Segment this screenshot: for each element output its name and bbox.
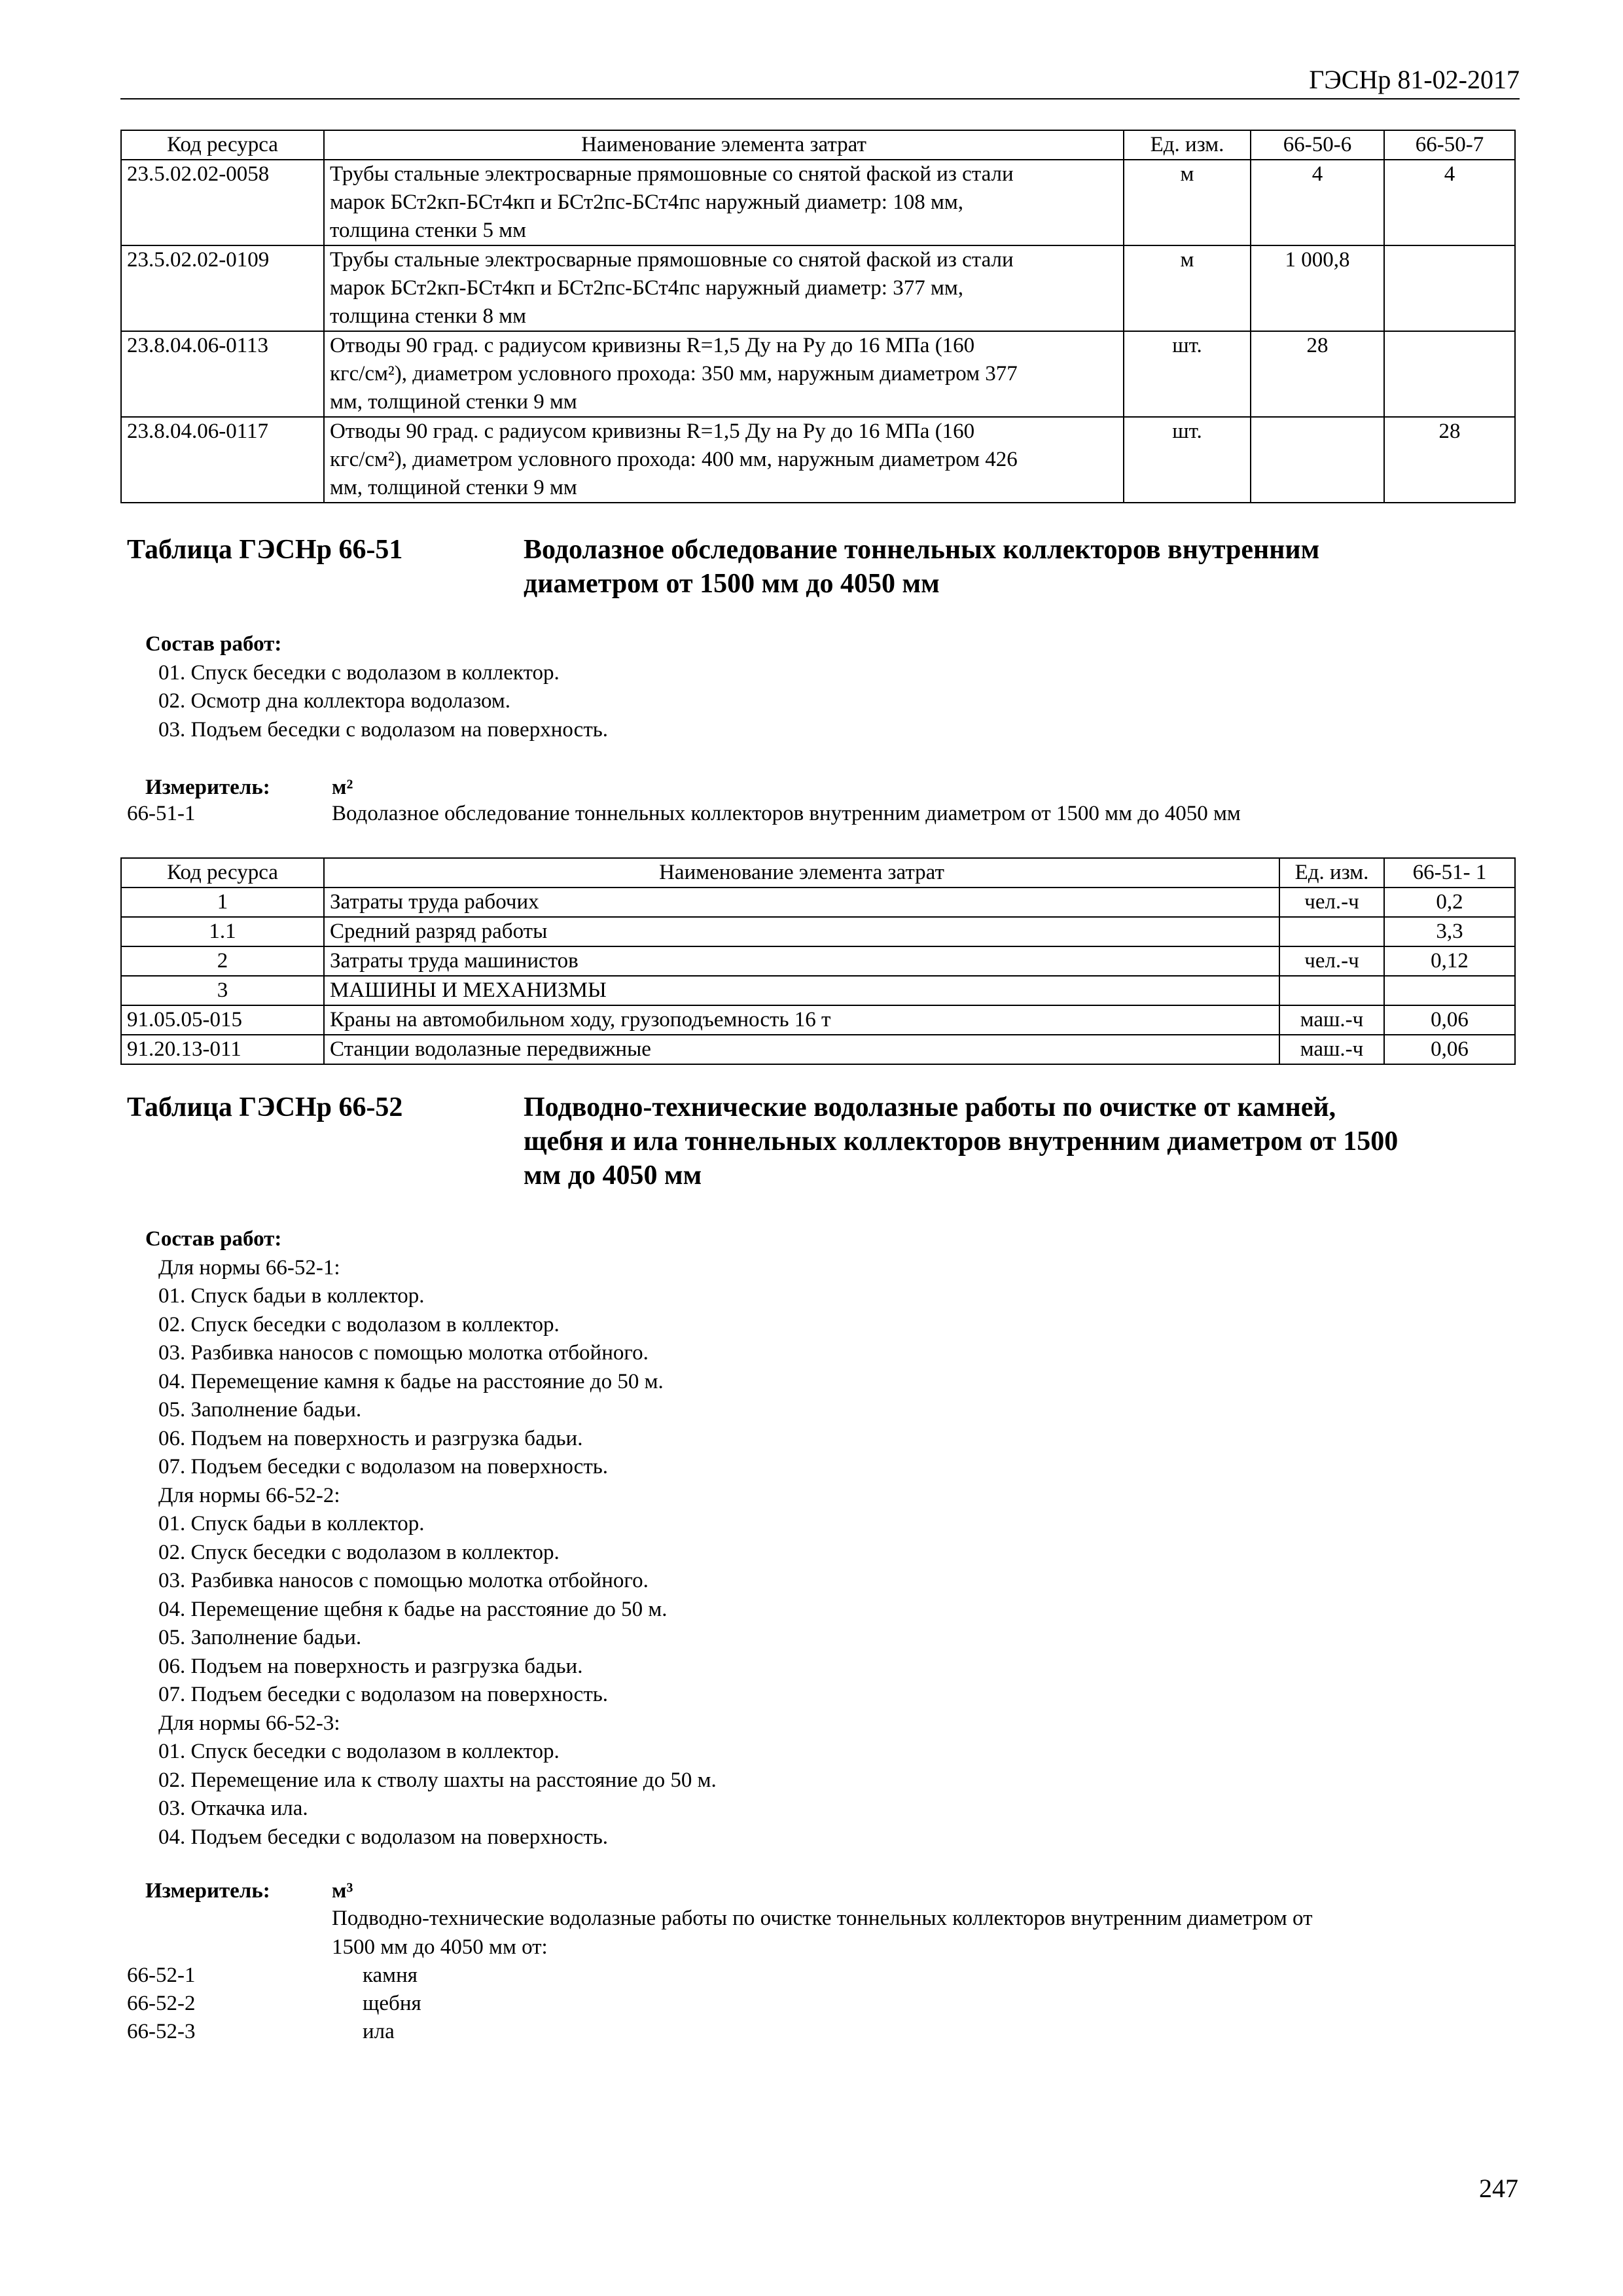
work-line: 05. Заполнение бадьи.	[158, 1626, 362, 1649]
resource-value: 3,3	[1384, 917, 1515, 946]
col-header-code: Код ресурса	[121, 858, 324, 888]
resource-unit: маш.-ч	[1279, 1035, 1384, 1064]
table-row	[121, 245, 1515, 331]
resource-unit	[1279, 976, 1384, 1005]
section-title-66-51: Водолазное обследование тоннельных коллекторов внутренним диаметром от 1500 мм до 4050 мм	[524, 535, 1320, 599]
work-line: 05. Заполнение бадьи.	[158, 1398, 362, 1422]
col-header-name: Наименование элемента затрат	[324, 858, 1279, 888]
table-row	[121, 888, 1515, 917]
resource-table-66-51	[120, 857, 1516, 1065]
resource-name: Станции водолазные передвижные	[324, 1035, 1279, 1064]
norm-code: 66-51-1	[127, 802, 196, 825]
norm-code: 66-52-3	[127, 2020, 196, 2043]
value-66-50-6	[1251, 417, 1384, 503]
resource-unit: м	[1124, 245, 1251, 331]
document-code-header: ГЭСНр 81-02-2017	[1309, 65, 1520, 94]
table-label-66-51: Таблица ГЭСНр 66-51	[127, 535, 403, 565]
resource-value: 0,06	[1384, 1005, 1515, 1035]
resource-code: 1.1	[121, 917, 324, 946]
resource-code: 3	[121, 976, 324, 1005]
resource-code: 1	[121, 888, 324, 917]
col-header-66-50-7: 66-50-7	[1384, 130, 1515, 160]
resource-unit: м	[1124, 160, 1251, 245]
resource-unit	[1279, 917, 1384, 946]
work-line: 04. Перемещение камня к бадье на расстояние до 50 м.	[158, 1369, 664, 1393]
norm-name: ила	[363, 2020, 395, 2043]
table-row	[121, 976, 1515, 1005]
norm-name: камня	[363, 1964, 418, 1987]
work-line: 03. Разбивка наносов с помощью молотка отбойного.	[158, 1341, 649, 1365]
work-item: 02. Осмотр дна коллектора водолазом.	[158, 689, 511, 713]
work-item: 01. Спуск беседки с водолазом в коллектор.	[158, 660, 560, 685]
value-66-50-6: 1 000,8	[1251, 245, 1384, 331]
norm-description: Водолазное обследование тоннельных коллекторов внутренним диаметром от 1500 мм до 4050 мм	[332, 802, 1241, 825]
table-row	[121, 1035, 1515, 1064]
table-row	[121, 417, 1515, 503]
col-header-66-51-1: 66-51- 1	[1384, 858, 1515, 888]
work-item: 03. Подъем беседки с водолазом на поверхность.	[158, 717, 609, 742]
work-line: 03. Откачка ила.	[158, 1797, 308, 1820]
resource-code: 91.20.13-011	[121, 1035, 324, 1064]
col-header-code: Код ресурса	[121, 130, 324, 160]
meter-description: Подводно-технические водолазные работы по очистке тоннельных коллекторов внутренним диаметром от 1500 мм до 4050 мм от:	[332, 1907, 1313, 1959]
resource-unit: маш.-ч	[1279, 1005, 1384, 1035]
resource-name: Краны на автомобильном ходу, грузоподъемность 16 т	[324, 1005, 1279, 1035]
header-rule	[120, 98, 1520, 99]
work-line: 06. Подъем на поверхность и разгрузка бадьи.	[158, 1426, 583, 1450]
meter-unit: м²	[332, 776, 353, 799]
resource-name: Трубы стальные электросварные прямошовные со снятой фаской из стали марок БСт2кп-БСт4кп и БСт2пс-БСт4пс наружный диаметр: 108 мм, толщина стенки 5 мм	[324, 160, 1124, 245]
norm-code: 66-52-1	[127, 1964, 196, 1987]
work-line: 04. Перемещение щебня к бадье на расстояние до 50 м.	[158, 1597, 668, 1621]
resource-code: 23.8.04.06-0113	[121, 331, 324, 417]
work-line: 01. Спуск бадьи в коллектор.	[158, 1512, 425, 1535]
resource-name: Отводы 90 град. с радиусом кривизны R=1,5 Ду на Ру до 16 МПа (160 кгс/см²), диаметром условного прохода: 400 мм, наружным диаметром 426 мм, толщиной стенки 9 мм	[324, 417, 1124, 503]
section-title-66-52: Подводно-технические водолазные работы по очистке от камней, щебня и ила тоннельных коллекторов внутренним диаметром от 1500 мм до 4050 мм	[524, 1092, 1399, 1191]
table-label-66-52: Таблица ГЭСНр 66-52	[127, 1092, 403, 1122]
resource-value: 0,2	[1384, 888, 1515, 917]
col-header-unit: Ед. изм.	[1124, 130, 1251, 160]
work-line: 04. Подъем беседки с водолазом на поверхность.	[158, 1825, 609, 1849]
value-66-50-7	[1384, 245, 1515, 331]
resource-code: 2	[121, 946, 324, 976]
col-header-66-50-6: 66-50-6	[1251, 130, 1384, 160]
table-row	[121, 160, 1515, 245]
work-line: 02. Спуск беседки с водолазом в коллектор.	[158, 1540, 560, 1564]
work-line: Для нормы 66-52-2:	[158, 1483, 340, 1507]
resource-unit: шт.	[1124, 331, 1251, 417]
work-line: 07. Подъем беседки с водолазом на поверхность.	[158, 1683, 609, 1706]
page-number: 247	[1479, 2174, 1518, 2203]
work-line: 02. Перемещение ила к стволу шахты на расстояние до 50 м.	[158, 1768, 717, 1792]
resource-name: Затраты труда машинистов	[324, 946, 1279, 976]
work-line: 06. Подъем на поверхность и разгрузка бадьи.	[158, 1654, 583, 1678]
work-composition-66-51	[145, 630, 608, 744]
work-heading: Состав работ:	[145, 632, 282, 656]
resource-unit: чел.-ч	[1279, 946, 1384, 976]
work-heading: Состав работ:	[145, 1227, 282, 1251]
resource-unit: шт.	[1124, 417, 1251, 503]
table-header-row	[121, 130, 1515, 160]
resource-name: Средний разряд работы	[324, 917, 1279, 946]
work-line: Для нормы 66-52-3:	[158, 1711, 340, 1735]
meter-unit: м³	[332, 1879, 353, 1903]
col-header-name: Наименование элемента затрат	[324, 130, 1124, 160]
table-row	[121, 331, 1515, 417]
resource-code: 23.5.02.02-0109	[121, 245, 324, 331]
work-line: 01. Спуск беседки с водолазом в коллектор.	[158, 1740, 560, 1763]
value-66-50-7: 28	[1384, 417, 1515, 503]
resource-value: 0,06	[1384, 1035, 1515, 1064]
resource-table-66-50	[120, 130, 1516, 503]
resource-value: 0,12	[1384, 946, 1515, 976]
resource-code: 91.05.05-015	[121, 1005, 324, 1035]
resource-code: 23.8.04.06-0117	[121, 417, 324, 503]
norm-code: 66-52-2	[127, 1992, 196, 2015]
table-header-row	[121, 858, 1515, 888]
resource-name: Отводы 90 град. с радиусом кривизны R=1,5 Ду на Ру до 16 МПа (160 кгс/см²), диаметром условного прохода: 350 мм, наружным диаметром 377 мм, толщиной стенки 9 мм	[324, 331, 1124, 417]
resource-unit: чел.-ч	[1279, 888, 1384, 917]
work-line: 07. Подъем беседки с водолазом на поверхность.	[158, 1455, 609, 1479]
work-line: Для нормы 66-52-1:	[158, 1255, 340, 1280]
work-line: 01. Спуск бадьи в коллектор.	[158, 1284, 425, 1308]
work-line: 02. Спуск беседки с водолазом в коллектор.	[158, 1312, 560, 1336]
work-line: 03. Разбивка наносов с помощью молотка отбойного.	[158, 1569, 649, 1592]
meter-label: Измеритель:	[145, 1879, 270, 1903]
resource-code: 23.5.02.02-0058	[121, 160, 324, 245]
resource-name: МАШИНЫ И МЕХАНИЗМЫ	[324, 976, 1279, 1005]
resource-name: Затраты труда рабочих	[324, 888, 1279, 917]
table-row	[121, 1005, 1515, 1035]
table-row	[121, 946, 1515, 976]
resource-name: Трубы стальные электросварные прямошовные со снятой фаской из стали марок БСт2кп-БСт4кп и БСт2пс-БСт4пс наружный диаметр: 377 мм, толщина стенки 8 мм	[324, 245, 1124, 331]
norm-name: щебня	[363, 1992, 421, 2015]
resource-value	[1384, 976, 1515, 1005]
col-header-unit: Ед. изм.	[1279, 858, 1384, 888]
work-composition-66-52	[145, 1225, 717, 1852]
value-66-50-6: 4	[1251, 160, 1384, 245]
meter-label: Измеритель:	[145, 776, 270, 799]
table-row	[121, 917, 1515, 946]
value-66-50-7: 4	[1384, 160, 1515, 245]
value-66-50-7	[1384, 331, 1515, 417]
value-66-50-6: 28	[1251, 331, 1384, 417]
